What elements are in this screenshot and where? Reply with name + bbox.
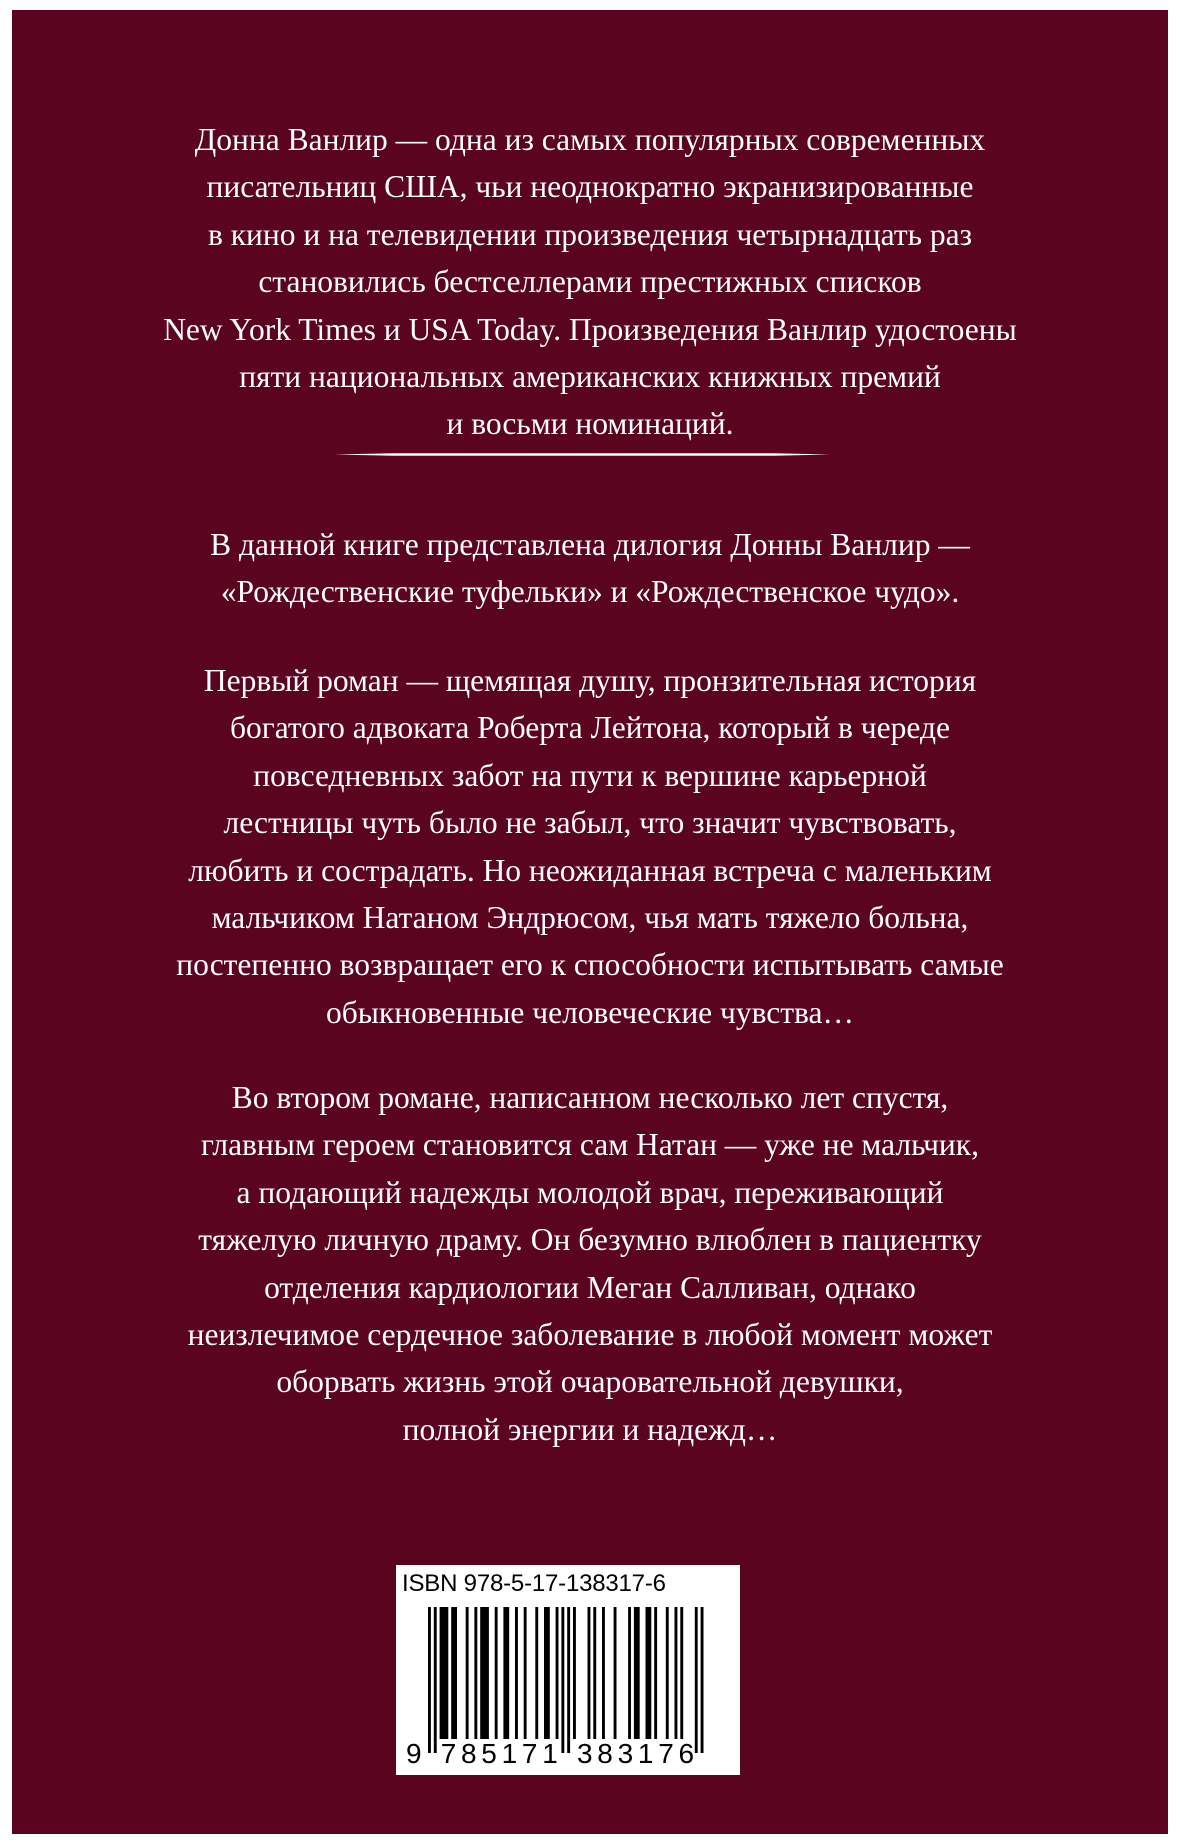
barcode-bar [602,1607,605,1739]
barcode-bar [524,1607,527,1739]
barcode-bar [701,1607,704,1753]
barcode-bar [567,1607,570,1753]
text-line: Донна Ванлир — одна из самых популярных современных [194,122,986,157]
barcode-bar [495,1607,498,1739]
barcode-bar [440,1607,449,1739]
text-line: тяжелую личную драму. Он безумно влюблен в пациентку [198,1222,982,1258]
text-line: неизлечимое сердечное заболевание в любой момент может [187,1317,993,1353]
barcode-bar [573,1607,576,1739]
barcode-bar [515,1607,518,1739]
text-line: становились бестселлерами престижных списков [258,264,922,300]
text-line: и восьми номинаций. [446,406,734,442]
barcode-digit: 8 [597,1738,613,1769]
barcode-bar [593,1607,596,1739]
barcode-digit: 7 [521,1738,538,1769]
barcode-digit: 3 [577,1738,593,1769]
barcode-digit: 5 [481,1738,497,1769]
barcode-bar [503,1607,509,1739]
text-line: пяти национальных американских книжных премий [239,359,941,395]
first-novel-description [12,657,1168,1036]
text-line: отделения кардиологии Меган Салливан, однако [264,1269,916,1305]
barcode-bar [588,1607,591,1739]
barcode-digit: 7 [658,1738,674,1769]
text-line: В данной книге представлена дилогия Донны Ванлир — [210,527,970,562]
barcode-bar [480,1607,489,1739]
barcode-bar [434,1607,437,1753]
text-line: Во втором романе, написанном несколько лет спустя, [231,1080,949,1115]
text-line: обыкновенные человеческие чувства… [325,994,854,1030]
barcode-digit: 9 [406,1738,422,1769]
text-line: а подающий надежды молодой врач, переживающий [236,1174,944,1210]
barcode-digits [400,1737,736,1771]
barcode-bar [614,1607,617,1739]
isbn-label: ISBN 978-5-17-138317-6 [402,1570,666,1597]
text-line: New York Times и USA Today. Произведения Ванлир удостоены [163,311,1017,347]
barcode-bar [695,1607,698,1753]
barcode-bar [544,1607,550,1739]
text-line: богатого адвоката Роберта Лейтона, который в череде [230,710,950,746]
barcode-digit: 1 [637,1738,654,1769]
text-line: «Рождественские туфельки» и «Рождественское чудо». [220,574,960,610]
text-line: в кино и на телевидении произведения четырнадцать раз [207,216,973,252]
isbn-barcode-panel [396,1565,740,1775]
barcode-digit: 1 [501,1738,518,1769]
barcode-bar [634,1607,640,1739]
barcode-bar [666,1607,669,1739]
text-line: постепенно возвращает его к способности испытывать самые [176,947,1004,983]
barcode-digit: 6 [678,1738,695,1769]
barcode-bar [680,1607,683,1739]
barcode-digit: 3 [617,1738,634,1769]
barcode-bar [451,1607,457,1739]
barcode-bar [428,1607,431,1753]
text-line: любить и сострадать. Но неожиданная встреча с маленьким [188,852,992,888]
text-line: писательниц США, чьи неоднократно экранизированные [206,169,974,205]
barcode-bar [646,1607,652,1739]
text-line: главным героем становится сам Натан — уже не мальчик, [201,1127,979,1163]
text-line: повседневных забот на пути к вершине карьерной [253,757,927,793]
barcode-bar [675,1607,678,1739]
barcode-digit: 8 [461,1738,477,1769]
text-line: лестницы чуть было не забыл, что значит чувствовать, [223,805,957,841]
barcode-bar [556,1607,559,1739]
barcode-bar [474,1607,477,1739]
barcode-digit: 7 [440,1738,457,1769]
barcode-bar [654,1607,657,1739]
section-divider [334,451,830,458]
text-line: полной энергии и надежд… [402,1411,778,1447]
text-line: оборвать жизнь этой очаровательной девушки, [276,1364,904,1400]
barcode-bar [628,1607,631,1739]
text-line: мальчиком Натаном Эндрюсом, чья мать тяжело больна, [211,900,969,936]
barcode-bar [561,1607,564,1753]
back-cover [12,10,1168,1834]
barcode-digit: 1 [542,1738,558,1769]
author-description [12,116,1168,448]
barcode-bar [466,1607,469,1739]
barcode-bar [535,1607,538,1739]
book-intro [12,521,1168,616]
text-line: Первый роман — щемящая душу, пронзительная история [203,663,977,698]
second-novel-description [12,1074,1168,1453]
